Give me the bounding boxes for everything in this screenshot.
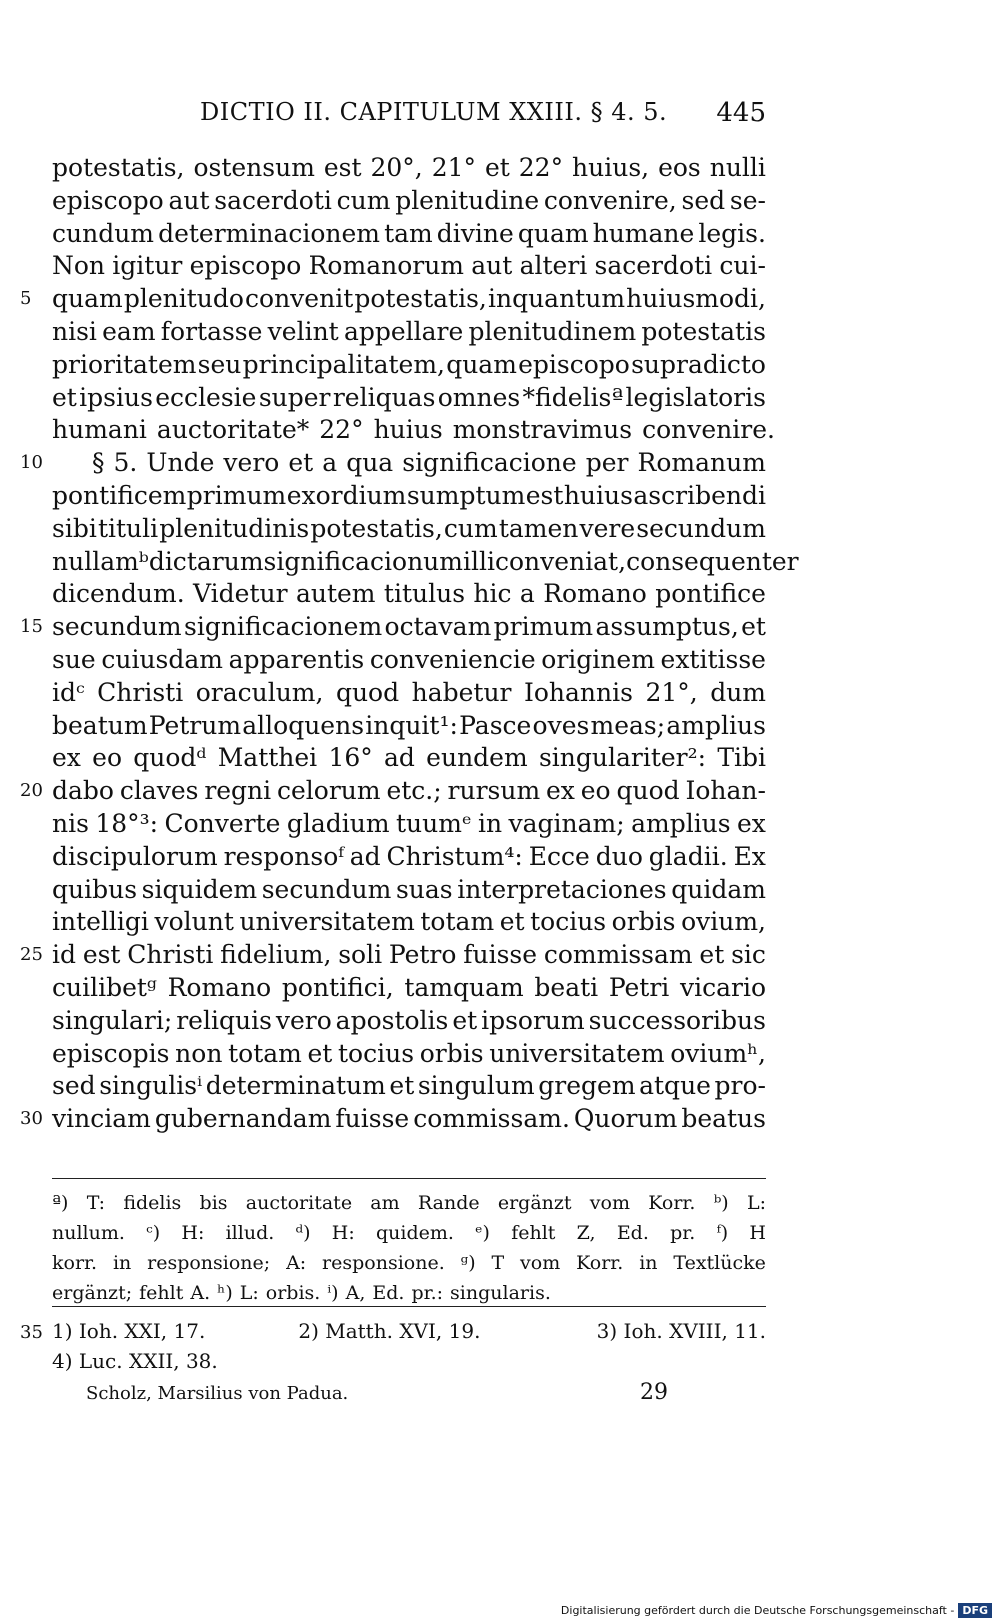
text-line: nisi eam fortasse velint appellare plenitudinem potestatis [52, 316, 766, 346]
text-line: 10 § 5. Unde vero et a qua significacione per Romanum [52, 447, 766, 480]
text-line: 15 secundum significacionem octavam primum assumptus, et [52, 611, 766, 644]
author-signature: Scholz, Marsilius von Padua. [86, 1383, 349, 1404]
line-number: 5 [20, 288, 32, 310]
text-line: sed singulisⁱ determinatum et singulum gregem atque pro- [52, 1071, 766, 1101]
dfg-logo-icon: DFG [958, 1603, 992, 1618]
critical-note-line: ª) T: fidelis bis auctoritate am Rande ergänzt vom Korr. ᵇ) L: [52, 1192, 766, 1214]
line-number: 20 [20, 780, 43, 802]
footnote-line-1 [52, 1316, 766, 1346]
line-number: 25 [20, 944, 43, 966]
footnote-2: 2) Matth. XVI, 19. [298, 1319, 481, 1343]
text-line: episcopo aut sacerdoti cum plenitudine convenire, sed se- [52, 185, 766, 215]
line-number: 10 [20, 452, 43, 474]
text-line: potestatis, ostensum est 20°, 21° et 22° huius, eos nulli [52, 153, 766, 182]
text-line: cuilibetᵍ Romano pontifici, tamquam beati Petri vicario [52, 972, 766, 1002]
text-line: intelligi volunt universitatem totam et tocius orbis ovium, [52, 907, 766, 937]
text-line: nis 18°³: Converte gladium tuumᵉ in vaginam; amplius ex [52, 808, 766, 838]
text-line: et ipsius ecclesie super reliquas omnes *fidelisª legislatoris [52, 382, 766, 412]
text-line: 5 quam plenitudo convenit potestatis, inquantum huiusmodi, [52, 283, 766, 316]
text-line: sibi tituli plenitudinis potestatis, cum tamen vere secundum [52, 513, 766, 543]
digitization-credit [561, 1603, 992, 1618]
footnote-4: 4) Luc. XXII, 38. [52, 1349, 218, 1373]
text-line: episcopis non totam et tocius orbis universitatem oviumʰ, [52, 1038, 766, 1068]
footnote-line-2 [52, 1346, 766, 1376]
text-line: beatum Petrum alloquens inquit¹: Pasce oves meas; amplius [52, 710, 766, 740]
text-line: Non igitur episcopo Romanorum aut alteri sacerdoti cui- [52, 251, 766, 281]
line-number: 35 [20, 1322, 43, 1343]
running-title: DICTIO II. CAPITULUM XXIII. § 4. 5. [200, 98, 668, 126]
text-line: discipulorum responsoᶠ ad Christum⁴: Ecce duo gladii. Ex [52, 841, 766, 871]
critical-apparatus [52, 1188, 766, 1308]
text-line: prioritatem seu principalitatem, quam episcopo supradicto [52, 349, 766, 379]
text-line: 30 vinciam gubernandam fuisse commissam. Quorum beatus [52, 1103, 766, 1136]
line-number: 30 [20, 1108, 43, 1130]
critical-note-line: korr. in responsione; A: responsione. ᵍ) T vom Korr. in Textlücke [52, 1252, 766, 1274]
text-line: sue cuiusdam apparentis conveniencie originem extitisse [52, 644, 766, 674]
footnotes [52, 1316, 766, 1376]
footnote-3: 3) Ioh. XVIII, 11. [596, 1319, 766, 1343]
footnote-1: 1) Ioh. XXI, 17. [52, 1319, 206, 1343]
main-text [20, 152, 799, 1136]
text-line: quibus siquidem secundum suas interpretaciones quidam [52, 874, 766, 904]
text-line: 20 dabo claves regni celorum etc.; rursum ex eo quod Iohan- [52, 775, 766, 808]
text-line: idᶜ Christi oraculum, quod habetur Iohannis 21°, dum [52, 677, 766, 707]
running-header [52, 98, 766, 134]
digitization-text: Digitalisierung gefördert durch die Deutsche Forschungsgemeinschaft - [560, 1604, 955, 1617]
text-line: nullamᵇ dictarum significacionum illi conveniat, consequenter [52, 546, 799, 576]
sheet-number: 29 [640, 1380, 668, 1405]
footnotes-divider [52, 1306, 766, 1307]
text-line: singulari; reliquis vero apostolis et ipsorum successoribus [52, 1005, 766, 1035]
line-number: 15 [20, 616, 43, 638]
text-line: dicendum. Videtur autem titulus hic a Romano pontifice [52, 579, 766, 609]
text-line: humani auctoritate* 22° huius monstravimus convenire. [52, 415, 775, 445]
critical-note-line: ergänzt; fehlt A. ʰ) L: orbis. ⁱ) A, Ed. pr.: singularis. [52, 1282, 551, 1304]
critical-note-line: nullum. ᶜ) H: illud. ᵈ) H: quidem. ᵉ) fehlt Z, Ed. pr. ᶠ) H [52, 1222, 766, 1244]
text-line: pontificem primum exordium sumptum est huius ascribendi [52, 480, 766, 510]
notes-divider [52, 1178, 766, 1179]
text-line: ex eo quodᵈ Matthei 16° ad eundem singulariter²: Tibi [52, 743, 766, 773]
page-number: 445 [716, 98, 766, 128]
text-line: cundum determinacionem tam divine quam humane legis. [52, 218, 766, 248]
text-line: 25 id est Christi fidelium, soli Petro fuisse commissam et sic [52, 939, 766, 972]
